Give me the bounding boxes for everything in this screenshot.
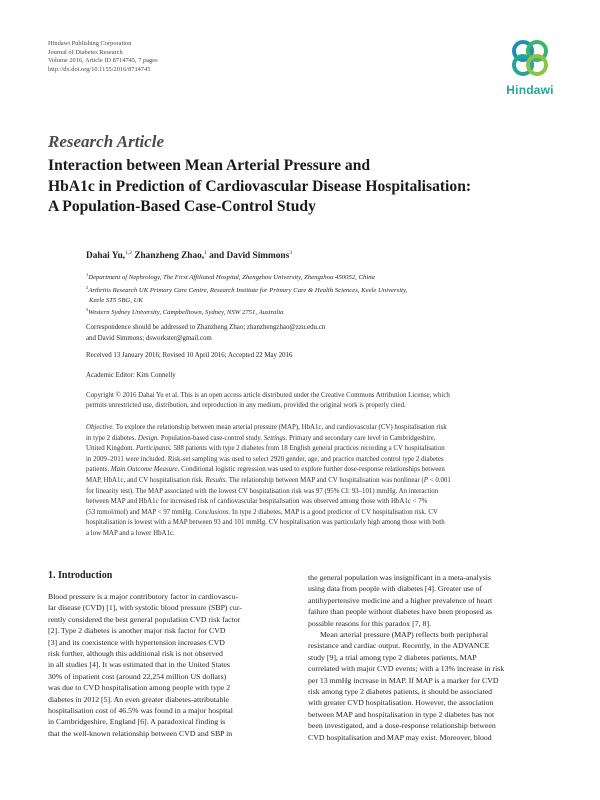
body-column-right xyxy=(308,572,556,743)
journal-header xyxy=(48,40,158,74)
correspondence-line: Correspondence should be addressed to Zhanzheng Zhao; zhanzhengzhao@zzu.edu.cn xyxy=(86,324,326,331)
abstract-line: (53 mmol/mol) and MAP < 97 mmHg. Conclusions. In type 2 diabetes, MAP is a good predictor of CV hospitalisation risk. CV xyxy=(86,508,438,516)
body-line: diabetes in 2012 [5]. An even greater diabetes-attributable xyxy=(48,694,229,704)
abstract-line: hospitalisation is lowest with a MAP between 93 and 101 mmHg. CV hospitalisation was particularly high among those with both xyxy=(86,519,445,527)
body-line: the general population was insignificant in a meta-analysis xyxy=(308,573,491,582)
title-line: HbA1c in Prediction of Cardiovascular Disease Hospitalisation: xyxy=(48,177,472,195)
body-line: CVD hospitalisation and MAP may exist. Moreover, blood xyxy=(308,732,492,742)
body-line: lar disease (CVD) [1], with systolic blood pressure (SBP) cur- xyxy=(48,603,242,613)
body-line: Blood pressure is a major contributory factor in cardiovascu- xyxy=(48,592,239,601)
section-heading: 1. Introduction xyxy=(48,570,113,581)
body-line: was due to CVD hospitalisation among people with type 2 xyxy=(48,683,231,693)
affiliation-item: $^3$Western Sydney University, Campbelltown, Sydney, NSW 2751, Australia xyxy=(86,307,284,317)
article-type: Research Article xyxy=(48,132,164,151)
affiliation-item: $^2$Arthritis Research UK Primary Care Centre, Research Institute for Primary Care & Health Sciences, Keele University, xyxy=(86,284,408,295)
abstract-line: for linearity test). The MAP associated with the lowest CV hospitalisation risk was 97 (95% CI: 93–101) mmHg. An interaction xyxy=(86,487,439,495)
body-line: [2]. Type 2 diabetes is another major risk factor for CVD xyxy=(48,626,226,636)
logo-wordmark: Hindawi xyxy=(506,83,554,97)
abstract-line: a low MAP and a lower HbA1c. xyxy=(86,529,175,537)
volume-line: Volume 2016, Article ID 8714745, 7 pages xyxy=(48,57,158,65)
body-line: that the well-known relationship between CVD and SBP in xyxy=(48,728,233,738)
journal-name-line: Journal of Diabetes Research xyxy=(48,48,123,56)
received-dates: Received 13 January 2016; Revised 10 April 2016; Accepted 22 May 2016 xyxy=(86,352,293,359)
hindawi-logo-icon xyxy=(508,36,552,80)
affiliations xyxy=(86,270,546,318)
title-line: Interaction between Mean Arterial Pressure and xyxy=(48,157,371,174)
body-column-left xyxy=(48,591,296,739)
abstract-line: Objective. To explore the relationship between mean arterial pressure (MAP), HbA1c, and cardiovascular (CV) hospitalisation risk xyxy=(86,424,447,431)
copyright-line: Copyright © 2016 Dahai Yu et al. This is an open access article distributed under the Creative Commons Attribution License, which xyxy=(86,392,450,399)
body-line: failure than people without diabetes have been proposed as xyxy=(308,607,493,617)
abstract-line: between MAP and HbA1c for increased risk of cardiovascular hospitalisation was observed among those with HbA1c < 7% xyxy=(86,498,428,506)
body-line: using data from people with diabetes [4]. Greater use of xyxy=(308,584,483,594)
body-line: resistance and cardiac output. Recently, in the ADVANCE xyxy=(308,641,490,651)
body-line: Mean arterial pressure (MAP) reflects both peripheral xyxy=(320,630,488,640)
affiliation-item: $^1$Department of Nephrology, The First Affiliated Hospital, Zhengzhou University, Zhengzhou 450052, China xyxy=(86,272,375,282)
body-line: with greater CVD hospitalisation. However, the association xyxy=(308,698,494,708)
doi-link[interactable]: http://dx.doi.org/10.1155/2016/8714745 xyxy=(48,65,151,73)
body-line: antihypertensive medicine and a higher prevalence of heart xyxy=(308,595,493,605)
body-line: hospitalisation cost of 46.5% was found in a major hospital xyxy=(48,706,233,716)
body-line: rently considered the best general population CVD risk factor xyxy=(48,614,241,624)
body-line: study [9], a trial among type 2 diabetes patients, MAP xyxy=(308,652,477,662)
abstract-line: United Kingdom. Participants. 588 patients with type 2 diabetes from 18 English general practices recording a CV hospitalisation xyxy=(86,445,445,453)
author-name[interactable]: Zhanzheng Zhao, xyxy=(134,251,205,262)
body-line: between MAP and hospitalisation in type 2 diabetes has not xyxy=(308,709,495,719)
author-name[interactable]: and David Simmons xyxy=(209,251,290,262)
author-name[interactable]: Dahai Yu, xyxy=(86,251,126,262)
body-line: in Cambridgeshire, England [6]. A paradoxical finding is xyxy=(48,717,226,727)
author-affil-sup: 1 xyxy=(204,250,207,256)
body-line: [3] and its coexistence with hypertension increases CVD xyxy=(48,637,225,647)
title-line: A Population-Based Case-Control Study xyxy=(48,198,316,215)
academic-editor: Academic Editor: Kim Connelly xyxy=(86,372,176,379)
abstract-line: patients. Main Outcome Measure. Conditional logistic regression was used to explore further dose-response relationships between xyxy=(86,466,445,474)
author-list xyxy=(86,250,292,261)
body-line: 30% of inpatient cost (around 22,254 million US dollars) xyxy=(48,671,227,681)
abstract xyxy=(86,423,556,540)
abstract-line: MAP, HbA1c, and CV hospitalisation risk. Results. The relationship between MAP and CV hospitalisation was nonlinear (P < 0.001 xyxy=(86,476,451,484)
abstract-line: in 2009–2011 were included. Risk-set sampling was used to select 2920 gender, age, and practice matched control type 2 diabetes xyxy=(86,455,444,463)
body-line: per 13 mmHg increase in MAP. If MAP is a marker for CVD xyxy=(308,675,499,685)
body-line: correlated with major CVD events; with a 13% increase in risk xyxy=(308,664,505,674)
correspondence xyxy=(86,323,546,344)
copyright-notice xyxy=(86,391,556,412)
author-affil-sup: 1,2 xyxy=(125,250,132,256)
article-title xyxy=(48,156,568,218)
body-line: risk further, although this additional risk is not observed xyxy=(48,649,223,659)
correspondence-line: and David Simmons; dsworkster@gmail.com xyxy=(86,334,212,342)
body-line: in all studies [4]. It was estimated that in the United States xyxy=(48,660,230,670)
hindawi-logo xyxy=(500,36,560,106)
abstract-line: in type 2 diabetes. Design. Population-based case-control study. Settings. Primary and secondary care level in Cambridgeshire, xyxy=(86,434,436,442)
body-line: risk among type 2 diabetes patients, it should be associated xyxy=(308,687,493,697)
body-line: possible reasons for this paradox [7, 8]. xyxy=(308,618,431,628)
copyright-line: permits unrestricted use, distribution, and reproduction in any medium, provided the original work is properly cited. xyxy=(86,402,406,410)
author-affil-sup: 3 xyxy=(289,250,292,256)
body-line: been investigated, and a dose-response relationship between xyxy=(308,721,496,731)
publisher-line: Hindawi Publishing Corporation xyxy=(48,40,132,47)
affiliation-item: Keele ST5 5BG, UK xyxy=(89,296,143,304)
